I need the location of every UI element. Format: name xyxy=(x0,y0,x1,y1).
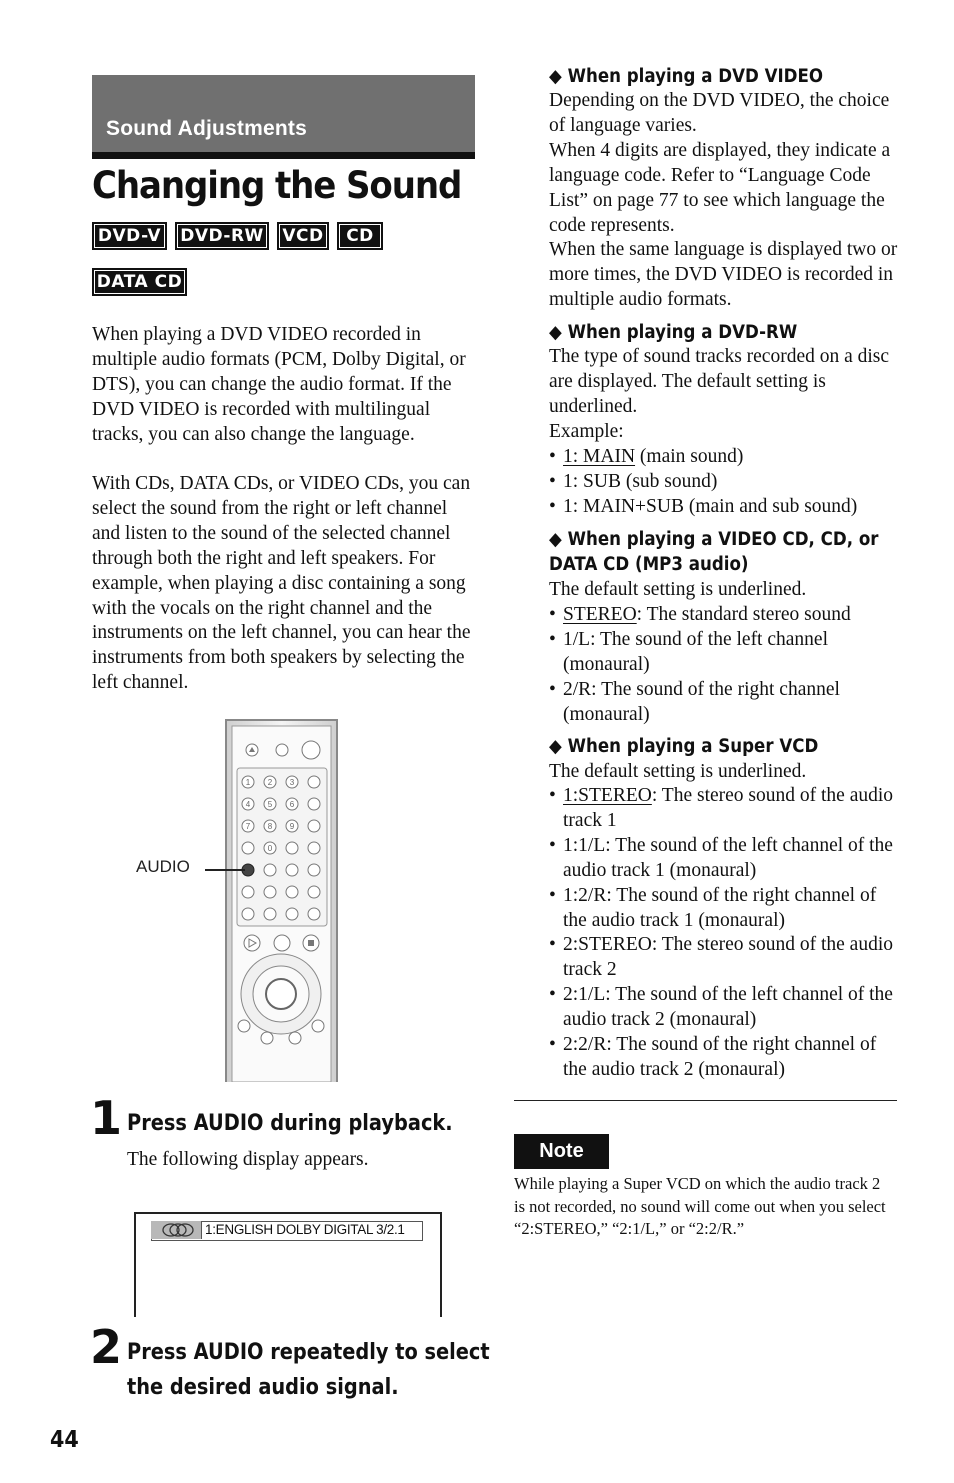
intro-paragraph-2: With CDs, DATA CDs, or VIDEO CDs, you can select the sound from the right or left channel and listen to the sound of the selected channel through both the right and left speakers. For example, when playing a disc containing a song with the vocals on the right channel and the instruments on the left channel, you can hear the instruments from both speakers by selecting the left channel. xyxy=(92,473,471,694)
number-key-label: 1 xyxy=(245,778,251,787)
badge-vcd: VCD xyxy=(277,222,329,250)
list-item: • 1:2/R: The sound of the right channel of the audio track 1 (monaural) xyxy=(549,884,895,934)
remote-control-illustration xyxy=(225,718,338,1082)
subhead-video-cd xyxy=(549,527,878,552)
subhead-dvd-rw xyxy=(549,320,797,345)
audio-callout-label: AUDIO xyxy=(136,857,190,876)
page-heading: Changing the Sound xyxy=(92,164,462,207)
subhead-dvd-video-text: When playing a DVD VIDEO xyxy=(567,66,824,87)
step-2-title-line-1: Press AUDIO repeatedly to select xyxy=(127,1340,490,1365)
subhead-super-vcd xyxy=(549,734,818,759)
audio-callout-line xyxy=(205,869,245,871)
list-item: • 1:1/L: The sound of the left channel of the audio track 1 (monaural) xyxy=(549,834,895,884)
subhead-super-vcd-text: When playing a Super VCD xyxy=(567,736,819,757)
number-key-label: 5 xyxy=(267,800,273,809)
step-1-number: 1 xyxy=(90,1091,123,1145)
number-key-label: 9 xyxy=(289,822,295,831)
subhead-dvd-video xyxy=(549,64,823,89)
remote-control-icon xyxy=(225,718,338,1082)
badge-dvd-rw: DVD-RW xyxy=(175,222,269,250)
list-item: • STEREO: The standard stereo sound xyxy=(549,603,899,628)
step-1-title: Press AUDIO during playback. xyxy=(127,1111,453,1136)
super-vcd-text: The default setting is underlined. xyxy=(549,761,807,782)
list-item: • 2:1/L: The sound of the left channel of the audio track 2 (monaural) xyxy=(549,983,895,1033)
diamond-bullet-icon: ◆ xyxy=(549,322,568,343)
page-number: 44 xyxy=(50,1427,79,1453)
dvd-rw-example-label: Example: xyxy=(549,421,624,442)
number-key-label: 7 xyxy=(245,822,251,831)
diamond-bullet-icon: ◆ xyxy=(549,66,568,87)
list-item: • 2/R: The sound of the right channel (monaural) xyxy=(549,678,899,728)
note-divider xyxy=(514,1100,897,1101)
subhead-video-cd-line-2: DATA CD (MP3 audio) xyxy=(549,554,749,575)
list-item: • 1: SUB (sub sound) xyxy=(549,470,899,495)
diamond-bullet-icon: ◆ xyxy=(549,736,568,757)
list-item: • 1: MAIN (main sound) xyxy=(549,445,899,470)
dvd-rw-text: The type of sound tracks recorded on a disc are displayed. The default setting is underlined. xyxy=(549,346,890,417)
list-item: • 1:STEREO: The stereo sound of the audio track 1 xyxy=(549,784,895,834)
badge-dvd-v: DVD-V xyxy=(92,222,167,250)
step-2-title-line-2: the desired audio signal. xyxy=(127,1375,399,1400)
video-cd-list xyxy=(549,603,899,728)
section-title: Sound Adjustments xyxy=(106,117,307,140)
badge-data-cd: DATA CD xyxy=(92,268,187,296)
number-key-label: 8 xyxy=(267,822,273,831)
number-key-label: 3 xyxy=(289,778,295,787)
audio-disc-icon xyxy=(151,1221,202,1239)
note-badge: Note xyxy=(514,1134,609,1169)
badge-cd: CD xyxy=(337,222,383,250)
number-key-label: 2 xyxy=(267,778,273,787)
list-item: • 2:2/R: The sound of the right channel of the audio track 2 (monaural) xyxy=(549,1033,895,1083)
step-1-text: The following display appears. xyxy=(127,1149,369,1170)
list-item: • 1: MAIN+SUB (main and sub sound) xyxy=(549,495,899,520)
intro-paragraph-1: When playing a DVD VIDEO recorded in multiple audio formats (PCM, Dolby Digital, or DTS), you can change the audio format. If the DVD VIDEO is recorded with multilingual tracks, you can also change the language. xyxy=(92,324,466,445)
list-item: • 2:STEREO: The stereo sound of the audio track 2 xyxy=(549,933,895,983)
dvd-video-text: Depending on the DVD VIDEO, the choice of language varies. When 4 digits are displayed, they indicate a language code. Refer to “Language Code List” on page 77 to see which language the code represents. When the same language is displayed two or more times, the DVD VIDEO is recorded in multiple audio formats. xyxy=(549,90,898,311)
list-item: • 1/L: The sound of the left channel (monaural) xyxy=(549,628,899,678)
onscreen-display-text: 1:ENGLISH DOLBY DIGITAL 3/2.1 xyxy=(205,1222,405,1237)
number-key-label: 0 xyxy=(267,844,273,853)
section-band-rule xyxy=(92,152,475,159)
number-key-label: 6 xyxy=(289,800,295,809)
number-key-label: 4 xyxy=(245,800,251,809)
super-vcd-list xyxy=(549,784,895,1083)
subhead-video-cd-line-1: When playing a VIDEO CD, CD, or xyxy=(567,529,879,550)
step-2-number: 2 xyxy=(90,1320,123,1374)
diamond-bullet-icon: ◆ xyxy=(549,529,568,550)
video-cd-text: The default setting is underlined. xyxy=(549,579,807,600)
note-text: While playing a Super VCD on which the audio track 2 is not recorded, no sound will come out when you select “2:STEREO,” “2:1/L,” or “2:2/R.” xyxy=(514,1174,886,1239)
dvd-rw-list xyxy=(549,445,899,520)
subhead-dvd-rw-text: When playing a DVD-RW xyxy=(567,322,798,343)
